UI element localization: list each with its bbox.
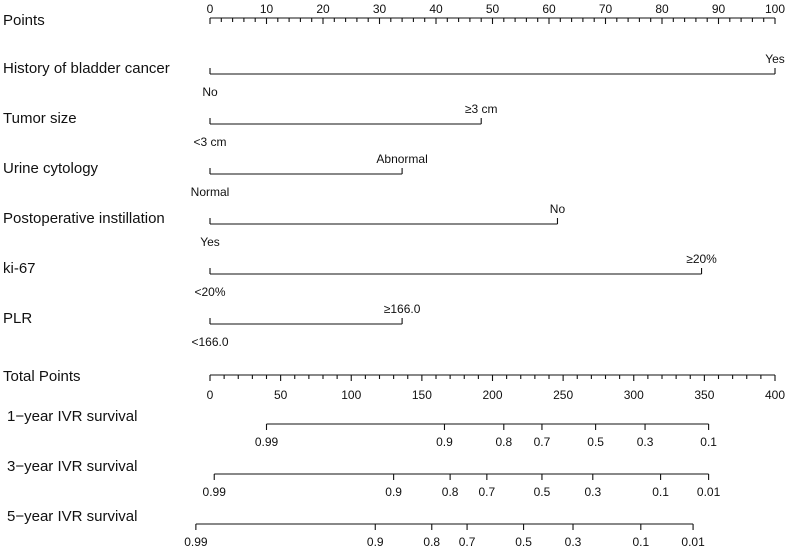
variable-label-urine-cytology: Urine cytology	[3, 160, 99, 177]
survival-tick-label: 0.9	[385, 485, 402, 499]
variable-label-tumor-size: Tumor size	[3, 110, 77, 127]
survival-tick-label: 0.1	[700, 435, 717, 449]
points-axis-tick-label: 40	[429, 2, 443, 16]
level-label: ≥166.0	[383, 302, 421, 316]
variable-label-postoperative-instillation: Postoperative instillation	[3, 210, 165, 227]
total-points-tick-label: 400	[764, 388, 786, 402]
survival-tick-label: 0.99	[254, 435, 279, 449]
points-axis-tick-label: 50	[485, 2, 500, 16]
points-axis-tick-label: 90	[711, 2, 726, 16]
variable-label-plr: PLR	[3, 310, 33, 327]
points-axis-tick-label: 10	[259, 2, 274, 16]
points-axis-tick-label: 60	[542, 2, 556, 16]
level-label: ≥3 cm	[464, 102, 498, 116]
level-label: Yes	[200, 235, 220, 249]
total-points-tick-label: 100	[341, 388, 362, 402]
survival-axis-label-1: 1−year IVR survival	[7, 408, 138, 425]
variable-label-ki-67: ki-67	[3, 260, 36, 277]
survival-axis-label-3: 5−year IVR survival	[7, 508, 138, 525]
total-points-tick-label: 300	[623, 388, 644, 402]
points-axis-tick-label: 80	[655, 2, 669, 16]
survival-tick-label: 0.8	[423, 535, 441, 549]
total-points-tick-label: 200	[482, 388, 503, 402]
survival-axis-label-2: 3−year IVR survival	[7, 458, 138, 475]
level-label: Normal	[190, 185, 230, 199]
survival-tick-label: 0.1	[632, 535, 650, 549]
level-label: No	[549, 202, 566, 216]
level-label: ≥20%	[686, 252, 717, 266]
level-label: <3 cm	[193, 135, 227, 149]
survival-tick-label: 0.3	[584, 485, 602, 499]
level-label: Abnormal	[376, 152, 428, 166]
total-points-tick-label: 50	[273, 388, 288, 402]
points-axis-label: Points	[3, 12, 45, 29]
survival-tick-label: 0.7	[478, 485, 496, 499]
survival-tick-label: 0.3	[564, 535, 582, 549]
points-axis-tick-label: 20	[316, 2, 330, 16]
level-label: <20%	[194, 285, 226, 299]
survival-tick-label: 0.5	[515, 535, 532, 549]
survival-tick-label: 0.8	[441, 485, 459, 499]
level-label: Yes	[765, 52, 785, 66]
survival-tick-label: 0.9	[366, 535, 384, 549]
survival-tick-label: 0.7	[458, 535, 476, 549]
survival-tick-label: 0.99	[202, 485, 226, 499]
survival-tick-label: 0.99	[184, 535, 208, 549]
survival-tick-label: 0.1	[652, 485, 669, 499]
survival-tick-label: 0.7	[533, 435, 551, 449]
survival-tick-label: 0.5	[587, 435, 604, 449]
level-label: No	[202, 85, 218, 99]
variable-label-history-of-bladder-cancer: History of bladder cancer	[3, 60, 170, 77]
level-label: <166.0	[191, 335, 229, 349]
survival-tick-label: 0.9	[436, 435, 453, 449]
points-axis-tick-label: 100	[764, 2, 786, 16]
points-axis-tick-label: 0	[206, 2, 214, 16]
total-points-tick-label: 150	[411, 388, 432, 402]
survival-tick-label: 0.8	[495, 435, 513, 449]
survival-tick-label: 0.3	[636, 435, 654, 449]
total-points-tick-label: 350	[694, 388, 715, 402]
total-points-tick-label: 0	[206, 388, 214, 402]
total-points-tick-label: 250	[553, 388, 574, 402]
points-axis-tick-label: 70	[598, 2, 613, 16]
total-points-axis-label: Total Points	[3, 368, 81, 385]
survival-tick-label: 0.01	[681, 535, 705, 549]
points-axis-tick-label: 30	[372, 2, 387, 16]
survival-tick-label: 0.5	[533, 485, 551, 499]
survival-tick-label: 0.01	[696, 485, 721, 499]
